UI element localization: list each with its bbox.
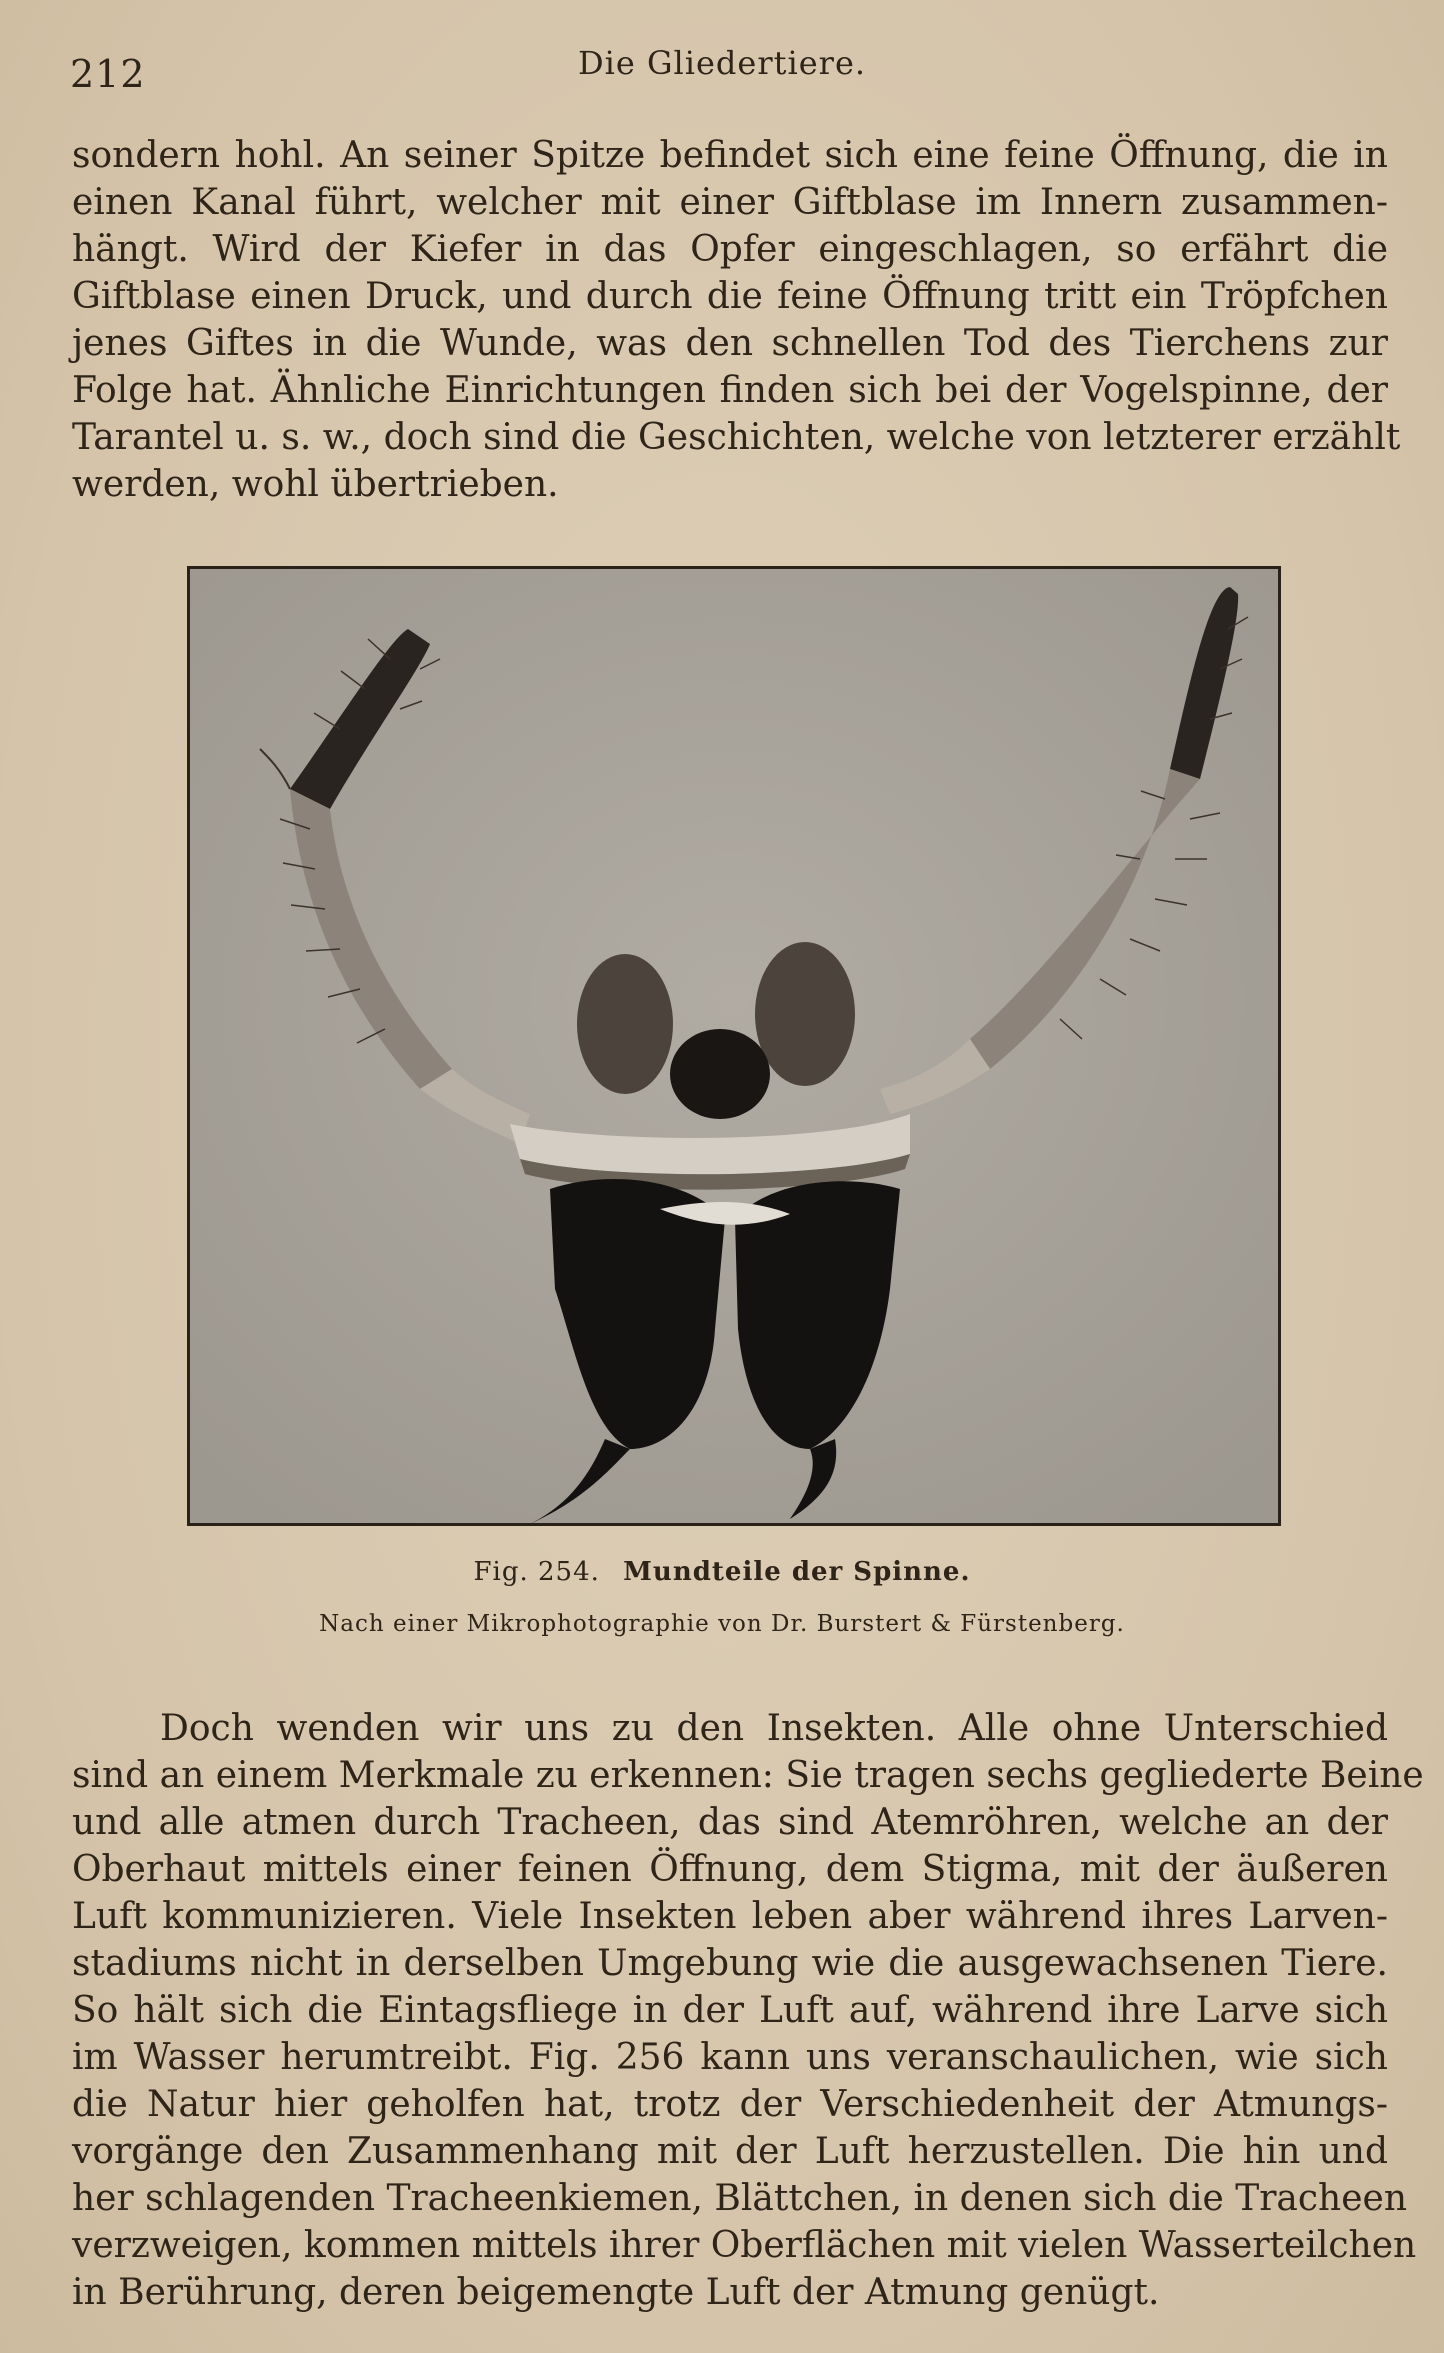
text-line: So hält sich die Eintagsfliege in der Luft auf, während ihre Larve sich bbox=[72, 1990, 1388, 2031]
text-line: Tarantel u. s. w., doch sind die Geschichten, welche von letzterer erzählt bbox=[72, 417, 1401, 458]
text-line: Folge hat. Ähnliche Einrichtungen finden sich bei der Vogelspinne, der bbox=[72, 370, 1388, 411]
text-line: verzweigen, kommen mittels ihrer Oberflächen mit vielen Wasserteilchen bbox=[72, 2225, 1417, 2266]
text-line: her schlagenden Tracheenkiemen, Blättchen, in denen sich die Tracheen bbox=[72, 2178, 1408, 2219]
text-line: vorgänge den Zusammenhang mit der Luft herzustellen. Die hin und bbox=[72, 2131, 1388, 2172]
text-line: und alle atmen durch Tracheen, das sind Atemröhren, welche an der bbox=[72, 1802, 1388, 1843]
text-line: jenes Giftes in die Wunde, was den schnellen Tod des Tierchens zur bbox=[72, 323, 1388, 364]
spider-mouthparts-illustration bbox=[190, 569, 1278, 1523]
figure-title: Mundteile der Spinne. bbox=[623, 1557, 971, 1587]
text-line: die Natur hier geholfen hat, trotz der Verschiedenheit der Atmungs- bbox=[72, 2084, 1388, 2125]
text-line: Doch wenden wir uns zu den Insekten. Alle ohne Unterschied bbox=[160, 1708, 1388, 1749]
text-line: sondern hohl. An seiner Spitze befindet sich eine feine Öffnung, die in bbox=[72, 135, 1388, 176]
paragraph-2 bbox=[72, 1705, 1424, 2316]
text-line: einen Kanal führt, welcher mit einer Giftblase im Innern zusammen- bbox=[72, 182, 1388, 223]
figure-credit: Nach einer Mikrophotographie von Dr. Burstert & Fürstenberg. bbox=[319, 1611, 1125, 1637]
text-line: Giftblase einen Druck, und durch die feine Öffnung tritt ein Tröpfchen bbox=[72, 276, 1388, 317]
text-line: sind an einem Merkmale zu erkennen: Sie tragen sechs gegliederte Beine bbox=[72, 1755, 1424, 1796]
paragraph-1 bbox=[72, 132, 1401, 508]
text-line: in Berührung, deren beigemengte Luft der Atmung genügt. bbox=[72, 2272, 1160, 2313]
figure-caption bbox=[0, 1557, 1444, 1587]
text-line: Luft kommunizieren. Viele Insekten leben aber während ihres Larven- bbox=[72, 1896, 1388, 1937]
running-head: Die Gliedertiere. bbox=[577, 44, 867, 82]
text-line: Oberhaut mittels einer feinen Öffnung, dem Stigma, mit der äußeren bbox=[72, 1849, 1388, 1890]
text-line: werden, wohl übertrieben. bbox=[72, 464, 559, 505]
page-number: 212 bbox=[70, 52, 146, 96]
text-line: im Wasser herumtreibt. Fig. 256 kann uns veranschaulichen, wie sich bbox=[72, 2037, 1388, 2078]
figure-photo-spider-mouthparts bbox=[187, 566, 1281, 1526]
figure-number: Fig. 254. bbox=[473, 1557, 600, 1587]
text-line: hängt. Wird der Kiefer in das Opfer eingeschlagen, so erfährt die bbox=[72, 229, 1388, 270]
text-line: stadiums nicht in derselben Umgebung wie die ausgewachsenen Tiere. bbox=[72, 1943, 1388, 1984]
